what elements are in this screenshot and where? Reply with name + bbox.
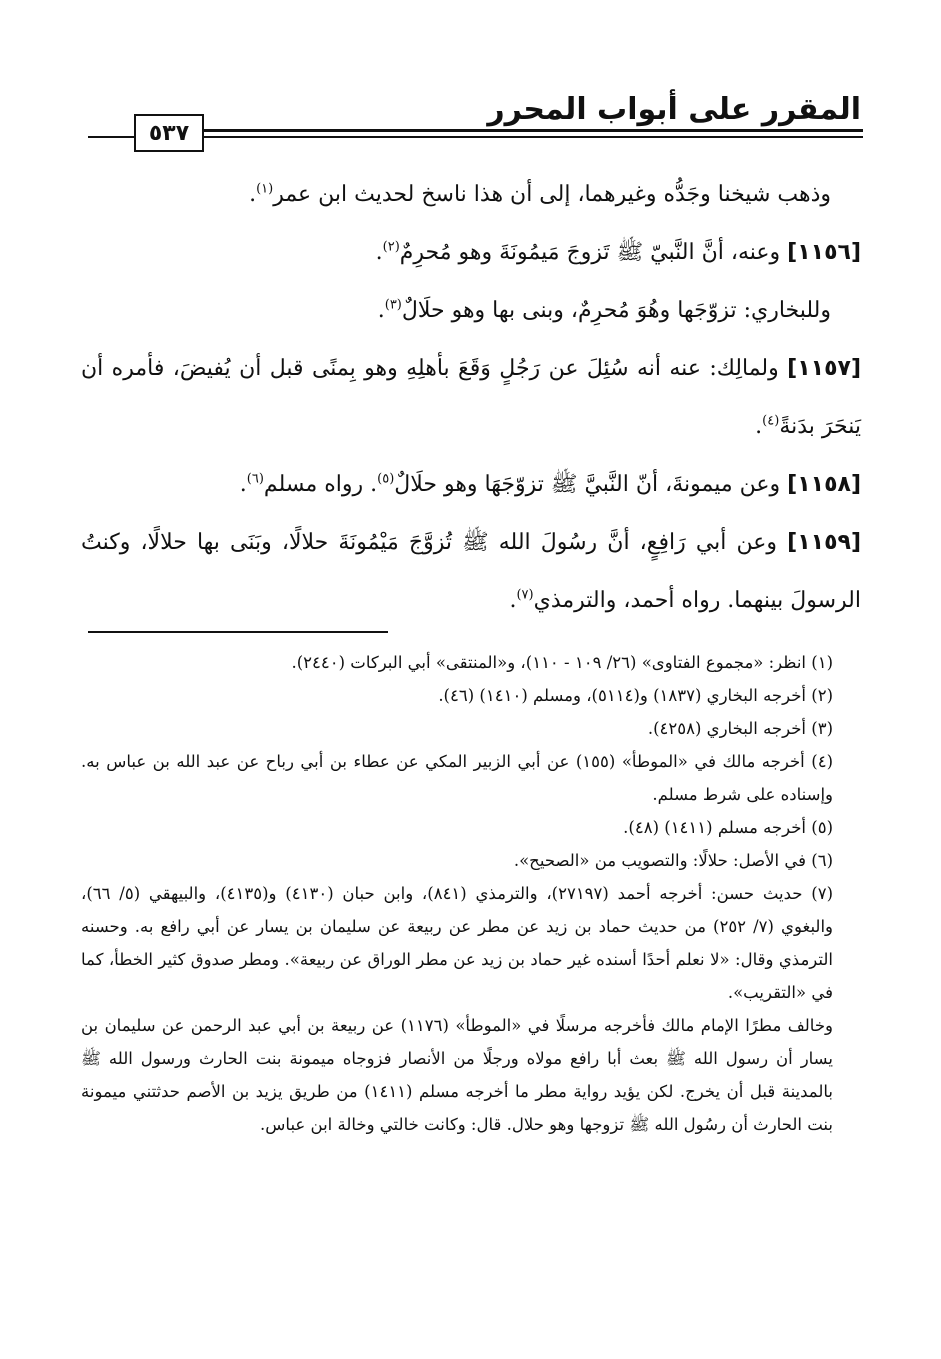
footnote-ref: (٢) <box>382 239 400 255</box>
footnote-1: (١) انظر: «مجموع الفتاوى» (٢٦/ ١٠٩ - ١١٠)، و«المنتقى» أبي البركات (٢٤٤٠). <box>291 653 833 672</box>
hadith-number: [١١٥٦] <box>787 240 861 265</box>
running-title: المقرر على أبواب المحرر <box>487 92 861 127</box>
footnote-7-continued: وخالف مطرًا الإمام مالك فأخرجه مرسلًا في «الموطأ» (١١٧٦) عن ربيعة بن أبي عبد الرحمن عن سليمان بن يسار أن رسول الله ﷺ بعث أبا رافع مولاه ورجلًا من الأنصار فزوجاه ميمونة بنت الحارث ورسول الله ﷺ بالمدينة قبل أن يخرج. لكن يؤيد رواية مطر ما أخرجه مسلم (١٤١١) من طريق يزيد بن الأصم حدثتني ميمونة بنت الحارث أن رسُول الله ﷺ تزوجها وهو حلال. قال: وكانت خالتي وخالة ابن عباس. <box>81 1016 833 1134</box>
footnote-7: (٧) حديث حسن: أخرجه أحمد (٢٧١٩٧)، والترمذي (٨٤١)، وابن حبان (٤١٣٠) و(٤١٣٥)، والبيهقي (٥/ ٦٦)، والبغوي (٧/ ٢٥٢) من حديث حماد بن زيد عن مطر عن ربيعة عن سليمان بن يسار عن أبي رافع به. وحسنه الترمذي وقال: «لا نعلم أحدًا أسنده غير حماد بن زيد عن مطر الوراق عن ربيعة». ومطر صدوق كثير الخطأ، كما في «التقريب». <box>81 884 834 1002</box>
hadith-text: ولمالِك: عنه أنه سُئِلَ عن رَجُلٍ وَقَعَ بأهلِهِ وهو بِمنًى قبل أن يُفيضَ، فأمره أن يَنحَرَ بدَنةً <box>81 356 861 439</box>
main-text <box>81 166 861 630</box>
hadith-1159: [١١٥٩] وعن أبي رَافِعٍ، أنَّ رسُولَ الله ﷺ تُزوَّجَ مَيْمُونَةَ حلالًا، وبَنَى بها حلالًا، وكنتُ الرسولَ بينهما. رواه أحمد، والترمذي$^{(٧)}$. <box>81 530 861 613</box>
footnote-ref: (٣) <box>384 297 402 313</box>
hadith-1158: [١١٥٨] وعن ميمونةَ، أنّ النَّبيَّ ﷺ تزوّجَهَا وهو حلَالٌ$^{(٥)}$. رواه مسلم$^{(٦)}$. <box>239 471 861 497</box>
page-header <box>0 0 941 150</box>
footnotes <box>81 646 861 1141</box>
footnote-ref: (٧) <box>516 587 534 603</box>
hadith-source: . رواه مسلم <box>263 472 378 497</box>
footnote-ref: (٦) <box>246 471 264 487</box>
footnote-ref: (٤) <box>762 413 780 429</box>
header-rule-thick <box>200 129 863 132</box>
footnote-3: (٣) أخرجه البخاري (٤٢٥٨). <box>647 719 833 738</box>
header-rule-thin <box>88 136 863 138</box>
footnote-6: (٦) في الأصل: حلالًا: والتصويب من «الصحيح». <box>513 851 833 870</box>
footnote-2: (٢) أخرجه البخاري (١٨٣٧) و(٥١١٤)، ومسلم (١٤١٠) (٤٦). <box>438 686 833 705</box>
hadith-text: وعن ميمونةَ، أنّ النَّبيَّ ﷺ تزوّجَهَا وهو حلَالٌ <box>394 472 781 497</box>
hadith-text: وعن أبي رَافِعٍ، أنَّ رسُولَ الله ﷺ تُزوَّجَ مَيْمُونَةَ حلالًا، وبَنَى بها حلالًا، وكنتُ الرسولَ بينهما. رواه أحمد، والترمذي <box>81 530 861 613</box>
hadith-1157: [١١٥٧] ولمالِك: عنه أنه سُئِلَ عن رَجُلٍ وَقَعَ بأهلِهِ وهو بِمنًى قبل أن يُفيضَ، فأمره أن يَنحَرَ بدَنةً$^{(٤)}$. <box>81 356 862 439</box>
footnote-5: (٥) أخرجه مسلم (١٤١١) (٤٨). <box>623 818 833 837</box>
page-number: ٥٣٧ <box>134 114 204 152</box>
paragraph-text: وذهب شيخنا وجَدُّه وغيرهما، إلى أن هذا ناسخ لحديث ابن عمر <box>273 182 831 207</box>
hadith-1156: [١١٥٦] وعنه، أنَّ النَّبيّ ﷺ تَزوجَ مَيمُونَةَ وهو مُحرِمٌ$^{(٢)}$. <box>375 239 861 265</box>
paragraph-bukhari: وللبخاري: تزوّجَها وهُوَ مُحرِمٌ، وبنى بها وهو حلَالٌ$^{(٣)}$. <box>377 297 831 323</box>
paragraph-text: وللبخاري: تزوّجَها وهُوَ مُحرِمٌ، وبنى بها وهو حلَالٌ <box>401 298 831 323</box>
paragraph-1: وذهب شيخنا وجَدُّه وغيرهما، إلى أن هذا ناسخ لحديث ابن عمر$^{(١)}$. <box>249 181 831 207</box>
hadith-number: [١١٥٨] <box>787 472 861 497</box>
footnote-separator <box>88 631 388 633</box>
footnote-ref: (٥) <box>377 471 395 487</box>
hadith-number: [١١٥٩] <box>787 530 861 555</box>
footnote-4: (٤) أخرجه مالك في «الموطأ» (١٥٥) عن أبي الزبير المكي عن عطاء بن أبي رباح عن عبد الله بن عباس به. وإسناده على شرط مسلم. <box>81 752 833 804</box>
hadith-text: وعنه، أنَّ النَّبيّ ﷺ تَزوجَ مَيمُونَةَ وهو مُحرِمٌ <box>399 240 781 265</box>
footnote-ref: (١) <box>256 181 274 197</box>
hadith-number: [١١٥٧] <box>787 356 862 381</box>
